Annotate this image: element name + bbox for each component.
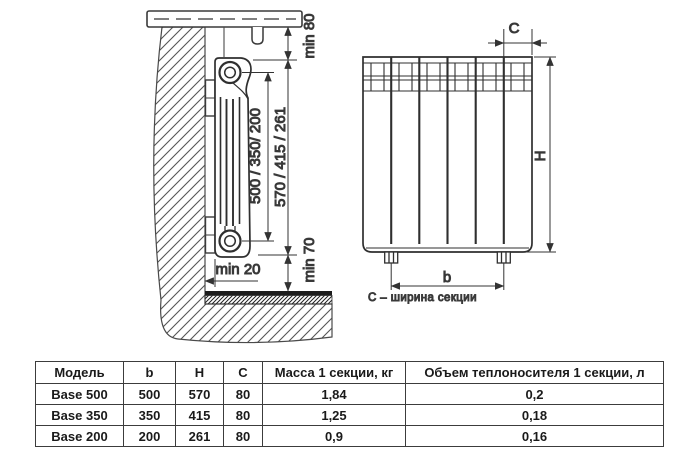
col-header-mass: Масса 1 секции, кг [263,362,406,384]
cell-c: 80 [224,426,263,447]
label-min-80: min 80 [300,13,318,59]
bottom-nipple [220,231,241,252]
label-b: b [442,269,452,286]
top-nipple [220,62,241,83]
radiator-feet [385,252,511,263]
cell-volume: 0,16 [406,426,664,447]
side-view [147,11,332,343]
col-header-volume: Объем теплоносителя 1 секции, л [406,362,664,384]
spec-table-container [35,361,663,447]
cell-mass: 1,25 [263,405,406,426]
label-caption: С – ширина секции [368,292,477,304]
cell-b: 200 [124,426,176,447]
table-row [36,405,664,426]
col-header-h: H [176,362,224,384]
radiator-side-profile [215,58,251,257]
cell-c: 80 [224,405,263,426]
table-header-row [36,362,664,384]
table-row [36,426,664,447]
cell-volume: 0,18 [406,405,664,426]
floor-screed [205,296,332,305]
cell-b: 350 [124,405,176,426]
label-center-distance: 500 / 350/ 200 [246,108,264,204]
cell-mass: 0,9 [263,426,406,447]
label-min-20: min 20 [215,261,261,278]
cell-h: 415 [176,405,224,426]
col-header-b: b [124,362,176,384]
cell-b: 500 [124,384,176,405]
floor-surface [205,291,332,296]
front-view [363,20,556,304]
cell-model: Base 350 [36,405,124,426]
label-min-70: min 70 [300,237,318,283]
cell-model: Base 500 [36,384,124,405]
cell-h: 261 [176,426,224,447]
cell-volume: 0,2 [406,384,664,405]
sill-drip-edge [252,27,263,44]
cell-model: Base 200 [36,426,124,447]
cell-c: 80 [224,384,263,405]
col-header-model: Модель [36,362,124,384]
spec-table [35,361,664,447]
cell-h: 570 [176,384,224,405]
label-c: C [508,20,520,37]
label-h: H [531,150,549,162]
cell-mass: 1,84 [263,384,406,405]
label-overall-height: 570 / 415 / 261 [271,106,289,208]
col-header-c: C [224,362,263,384]
table-row [36,384,664,405]
